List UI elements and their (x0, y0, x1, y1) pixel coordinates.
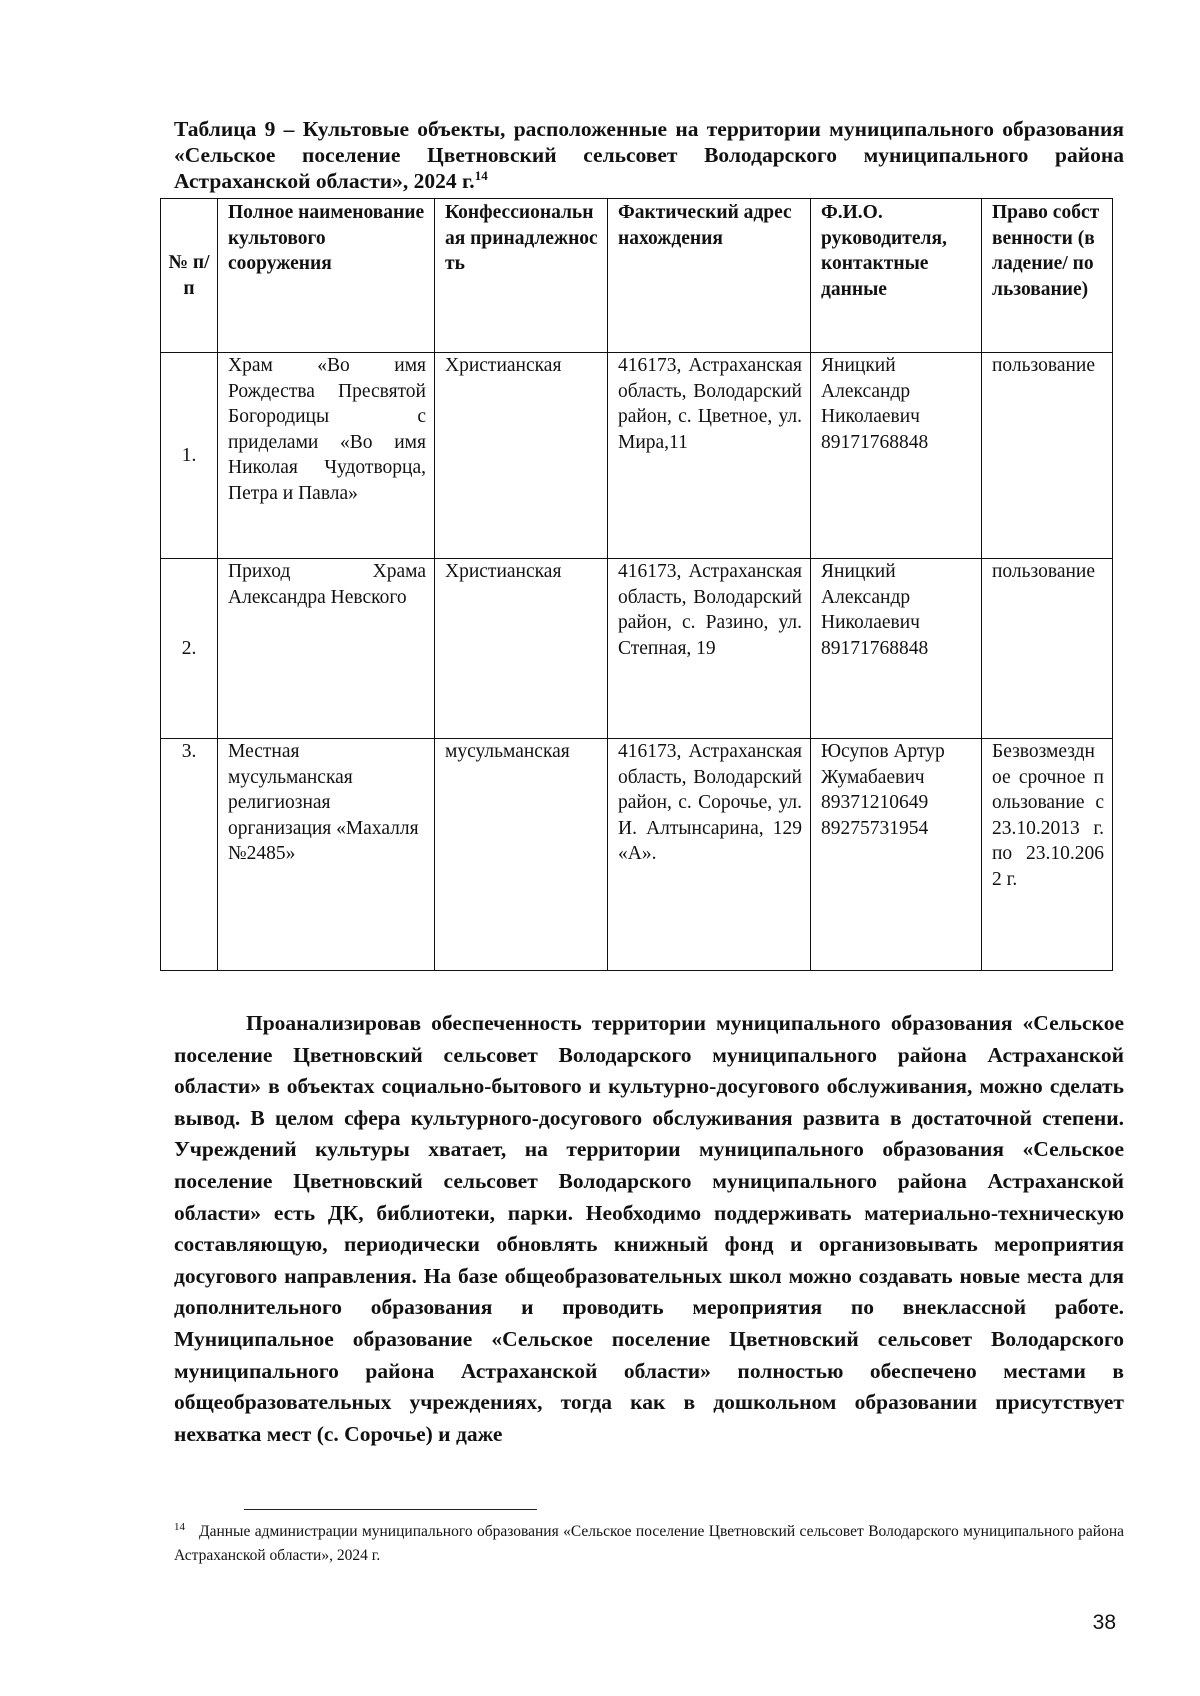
table-header-row (161, 199, 1113, 353)
header-ownership: Право собственности (владение/ пользование) (982, 199, 1113, 353)
table-row (161, 353, 1113, 559)
table-row (161, 739, 1113, 971)
row-ownership: пользование (982, 353, 1113, 559)
header-num: № п/п (161, 199, 218, 353)
table-row (161, 559, 1113, 739)
row-name: Храм «Во имя Рождества Пресвятой Богородицы с приделами «Во имя Николая Чудотворца, Петра и Павла» (218, 353, 435, 559)
row-head: Яницкий Александр Николаевич 89171768848 (811, 559, 982, 739)
body-paragraph: Проанализировав обеспеченность территории муниципального образования «Сельское поселение Цветновский сельсовет Володарского муниципального района Астраханской области» в объектах социально-бытового и культурно-досугового обслуживания, можно сделать вывод. В целом сфера культурного-досугового обслуживания развита в достаточной степени. Учреждений культуры хватает, на территории муниципального образования «Сельское поселение Цветновский сельсовет Володарского муниципального района Астраханской области» есть ДК, библиотеки, парки. Необходимо поддерживать материально-техническую составляющую, периодически обновлять книжный фонд и организовывать мероприятия досугового направления. На базе общеобразовательных школ можно создавать новые места для дополнительного образования и проводить мероприятия по внеклассной работе. Муниципальное образование «Сельское поселение Цветновский сельсовет Володарского муниципального района Астраханской области» полностью обеспечено местами в общеобразовательных учреждениях, тогда как в дошкольном образовании присутствует нехватка мест (с. Сорочье) и даже (174, 1011, 1124, 1446)
row-confession: Христианская (435, 559, 608, 739)
footnote-separator (244, 1509, 537, 1510)
footnote-mark: 14 (174, 1520, 185, 1533)
row-head: Юсупов Артур Жумабаевич 89371210649 89275731954 (811, 739, 982, 971)
header-confession: Конфессиональная принадлежность (435, 199, 608, 353)
row-confession: Христианская (435, 353, 608, 559)
row-ownership: Безвозмездное срочное пользование с 23.10.2013 г. по 23.10.2062 г. (982, 739, 1113, 971)
row-num: 2. (161, 559, 218, 739)
table-caption-text: Таблица 9 – Культовые объекты, расположенные на территории муниципального образования «Сельское поселение Цветновский сельсовет Володарского муниципального района Астраханской области», 2024 г. (174, 117, 1124, 193)
row-ownership: пользование (982, 559, 1113, 739)
row-name: Местная мусульманская религиозная организация «Махалля №2485» (218, 739, 435, 971)
row-confession: мусульманская (435, 739, 608, 971)
row-head: Яницкий Александр Николаевич 89171768848 (811, 353, 982, 559)
row-address: 416173, Астраханская область, Володарский район, с. Разино, ул. Степная, 19 (608, 559, 811, 739)
religious-objects-table (160, 198, 1113, 971)
row-address: 416173, Астраханская область, Володарский район, с. Сорочье, ул. И. Алтынсарина, 129 «А». (608, 739, 811, 971)
header-address: Фактический адрес нахождения (608, 199, 811, 353)
table-caption (174, 116, 1124, 194)
row-num: 3. (161, 739, 218, 971)
footnote-reference: 14 (474, 167, 488, 183)
footnote (174, 1520, 1124, 1568)
page-number: 38 (1092, 1611, 1116, 1634)
header-head: Ф.И.О. руководителя, контактные данные (811, 199, 982, 353)
row-num: 1. (161, 353, 218, 559)
footnote-text: Данные администрации муниципального образования «Сельское поселение Цветновский сельсовет Володарского муниципального района Астраханской области», 2024 г. (174, 1523, 1124, 1564)
header-name: Полное наименование культового сооружения (218, 199, 435, 353)
row-address: 416173, Астраханская область, Володарский район, с. Цветное, ул. Мира,11 (608, 353, 811, 559)
row-name: Приход Храма Александра Невского (218, 559, 435, 739)
